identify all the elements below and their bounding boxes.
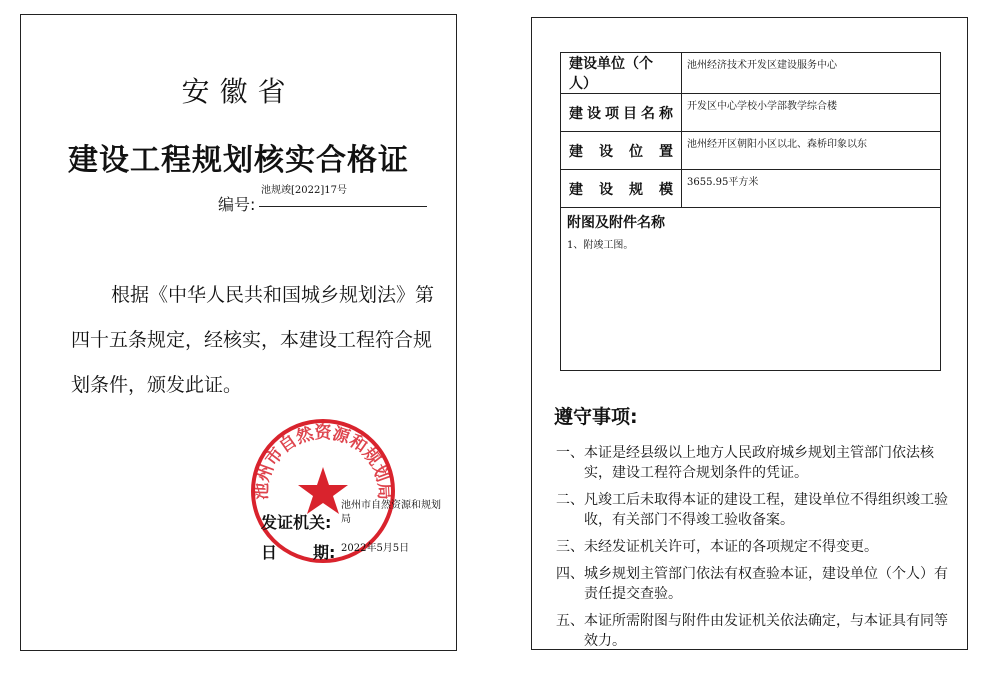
certificate-number-line (259, 206, 427, 207)
date-label-part-1: 日 (261, 543, 278, 562)
rule-item (556, 443, 956, 483)
rules-title: 遵守事项: (554, 406, 638, 428)
certificate-number-label: 编号: (218, 195, 256, 214)
issue-date-label (261, 540, 335, 563)
builder-value: 池州经济技术开发区建设服务中心 (682, 53, 941, 94)
table-row (561, 53, 941, 94)
label-char: 位 (629, 143, 643, 160)
rule-item (556, 564, 956, 604)
rule-number: 三、 (556, 539, 584, 555)
spaced-label (569, 141, 673, 161)
spaced-label (569, 103, 673, 123)
certificate-cover-page (20, 14, 457, 651)
label-char: 模 (659, 181, 673, 198)
label-char: 置 (659, 143, 673, 160)
rule-text: 城乡规划主管部门依法有权查验本证，建设单位（个人）有责任提交查验。 (584, 566, 948, 602)
table-row (561, 170, 941, 208)
issuer-value: 池州市自然资源和规划局 (341, 500, 441, 525)
table-row (561, 208, 941, 371)
rule-number: 一、 (556, 445, 584, 461)
issuer-label: 发证机关: (261, 513, 332, 532)
table-row (561, 94, 941, 132)
attachments-title: 附图及附件名称 (567, 215, 665, 231)
scale-value: 3655.95平方米 (682, 170, 941, 208)
attachments-cell (561, 208, 941, 371)
province-heading: 安徽省 (181, 75, 296, 108)
rule-number: 四、 (556, 566, 584, 582)
label-char: 建 (569, 181, 583, 198)
certificate-number-value: 池规竣[2022]17号 (261, 185, 347, 196)
label-char: 设 (587, 105, 601, 122)
rule-text: 本证是经县级以上地方人民政府城乡规划主管部门依法核实，建设工程符合规划条件的凭证。 (584, 445, 934, 481)
label-char: 设 (599, 181, 613, 198)
project-name-value: 开发区中心学校小学部教学综合楼 (682, 94, 941, 132)
seal-text-path: 池州市自然资源和规划局 (251, 423, 395, 501)
body-text-content: 根据《中华人民共和国城乡规划法》第四十五条规定，经核实，本建设工程符合规划条件，颁发此证。 (71, 284, 435, 396)
certificate-detail-page (531, 17, 968, 650)
table-row (561, 132, 941, 170)
rule-item (556, 490, 956, 530)
builder-label: 建设单位（个人） (561, 53, 682, 94)
scale-label (561, 170, 682, 208)
label-char: 建 (569, 105, 583, 122)
label-char: 规 (629, 181, 643, 198)
spaced-label (569, 179, 673, 199)
project-info-table (560, 52, 941, 371)
date-label-part-2: 期: (313, 543, 336, 562)
location-value: 池州经开区朝阳小区以北、森桥印象以东 (682, 132, 941, 170)
label-char: 名 (641, 105, 655, 122)
rule-number: 二、 (556, 492, 584, 508)
label-char: 项 (605, 105, 619, 122)
rule-text: 未经发证机关许可，本证的各项规定不得变更。 (584, 539, 878, 555)
rule-text: 凡竣工后未取得本证的建设工程，建设单位不得组织竣工验收，有关部门不得竣工验收备案。 (584, 492, 948, 528)
rule-number: 五、 (556, 613, 584, 629)
label-char: 目 (623, 105, 637, 122)
project-name-label (561, 94, 682, 132)
rule-item (556, 611, 956, 651)
label-char: 建 (569, 143, 583, 160)
label-char: 设 (599, 143, 613, 160)
rules-list (556, 443, 956, 658)
attachments-item: 1、附竣工图。 (567, 240, 634, 251)
label-char: 称 (659, 105, 673, 122)
issue-date-value: 2022年5月5日 (341, 543, 410, 554)
location-label (561, 132, 682, 170)
rule-text: 本证所需附图与附件由发证机关依法确定，与本证具有同等效力。 (584, 613, 948, 649)
certificate-body-text (71, 273, 441, 408)
certificate-title: 建设工程规划核实合格证 (68, 143, 409, 178)
rule-item (556, 537, 956, 557)
